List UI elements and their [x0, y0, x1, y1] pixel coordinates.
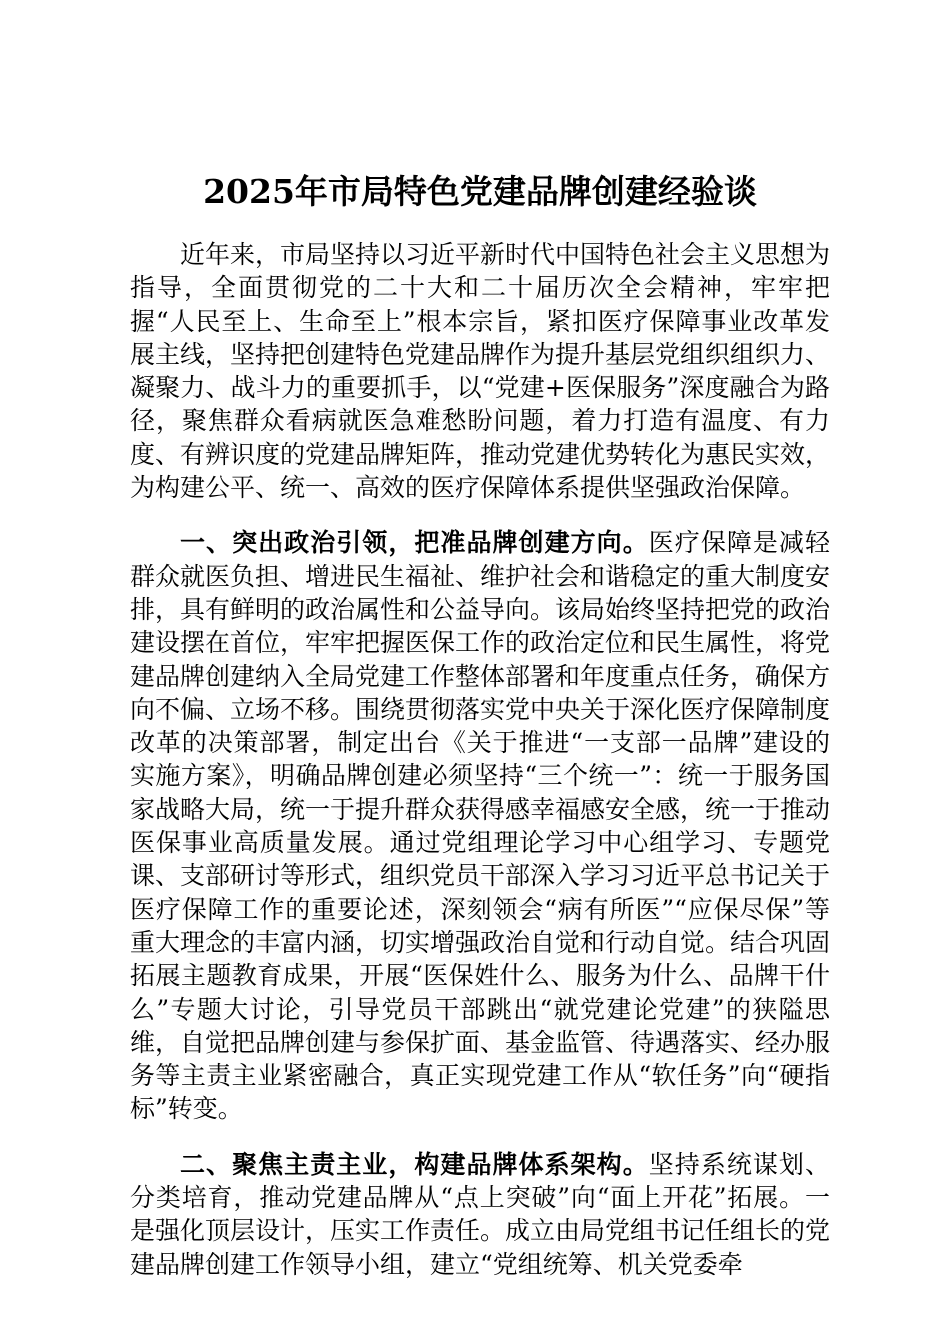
intro-paragraph: 近年来，市局坚持以习近平新时代中国特色社会主义思想为指导，全面贯彻党的二十大和二十届历次全会精神，牢牢把握“人民至上、生命至上”根本宗旨，紧扣医疗保障事业改革发展主线，坚持把创建特色党建品牌作为提升基层党组织组织力、凝聚力、战斗力的重要抓手，以“党建+医保服务”深度融合为路径，聚焦群众看病就医急难愁盼问题，着力打造有温度、有力度、有辨识度的党建品牌矩阵，推动党建优势转化为惠民实效，为构建公平、统一、高效的医疗保障体系提供坚强政治保障。 [130, 240, 831, 503]
section-2-heading: 二、聚焦主责主业，构建品牌体系架构。 [180, 1149, 649, 1179]
section-2-body: 坚持系统谋划、分类培育，推动党建品牌从“点上突破”向“面上开花”拓展。一是强化顶层设计，压实工作责任。成立由局党组书记任组长的党建品牌创建工作领导小组，建立“党组统筹、机关党委牵 [130, 1149, 831, 1279]
section-2-paragraph [130, 1148, 830, 1281]
section-1-heading: 一、突出政治引领，把准品牌创建方向。 [180, 528, 649, 558]
section-1-body: 医疗保障是减轻群众就医负担、增进民生福祉、维护社会和谐稳定的重大制度安排，具有鲜明的政治属性和公益导向。该局始终坚持把党的政治建设摆在首位，牢牢把握医保工作的政治定位和民生属性，将党建品牌创建纳入全局党建工作整体部署和年度重点任务，确保方向不偏、立场不移。围绕贯彻落实党中央关于深化医疗保障制度改革的决策部署，制定出台《关于推进“一支部一品牌”建设的实施方案》，明确品牌创建必须坚持“三个统一”：统一于服务国家战略大局，统一于提升群众获得感幸福感安全感，统一于推动医保事业高质量发展。通过党组理论学习中心组学习、专题党课、支部研讨等形式，组织党员干部深入学习习近平总书记关于医疗保障工作的重要论述，深刻领会“病有所医”“应保尽保”等重大理念的丰富内涵，切实增强政治自觉和行动自觉。结合巩固拓展主题教育成果，开展“医保姓什么、服务为什么、品牌干什么”专题大讨论，引导党员干部跳出“就党建论党建”的狭隘思维，自觉把品牌创建与参保扩面、基金监管、待遇落实、经办服务等主责主业紧密融合，真正实现党建工作从“软任务”向“硬指标”转变。 [130, 528, 831, 1124]
section-1-paragraph [130, 526, 830, 1125]
document-title: 2025年市局特色党建品牌创建经验谈 [203, 172, 757, 211]
document-page [130, 170, 830, 1303]
